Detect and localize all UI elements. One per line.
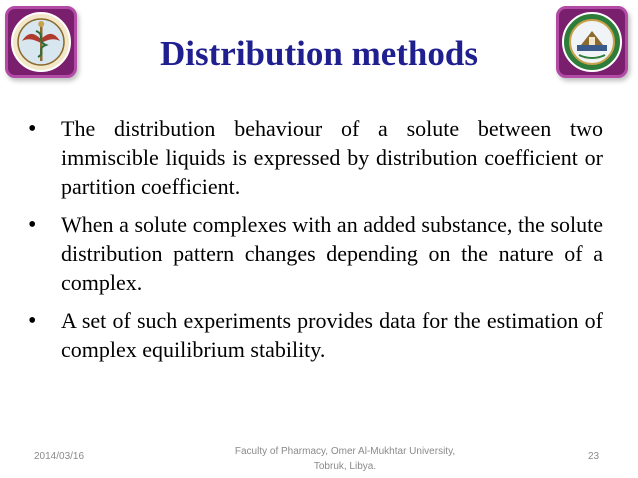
bullet-symbol: • xyxy=(28,212,37,238)
footer-date: 2014/03/16 xyxy=(34,451,85,462)
faculty-logo xyxy=(5,6,77,78)
bullet-symbol: • xyxy=(28,308,37,334)
footer-institution-line1: Faculty of Pharmacy, Omer Al-Mukhtar University, xyxy=(234,446,456,457)
bullet-item xyxy=(28,306,603,364)
bullet-symbol: • xyxy=(28,116,37,142)
bullet-item xyxy=(28,114,603,201)
bullet-list xyxy=(28,114,603,373)
bullet-text: A set of such experiments provides data for the estimation of complex equilibrium stability. xyxy=(61,308,603,362)
bullet-text: The distribution behaviour of a solute between two immiscible liquids is expressed by distribution coefficient or partition coefficient. xyxy=(61,116,603,199)
footer-institution xyxy=(230,444,460,474)
footer-institution-line2: Tobruk, Libya. xyxy=(313,461,377,472)
bullet-item xyxy=(28,210,603,297)
page-number: 23 xyxy=(588,451,600,462)
university-seal-icon xyxy=(559,9,625,75)
bullet-text: When a solute complexes with an added substance, the solute distribution pattern changes depending on the nature of a complex. xyxy=(61,212,603,295)
caduceus-emblem-icon xyxy=(8,9,74,75)
university-logo xyxy=(556,6,628,78)
slide-title: Distribution methods xyxy=(160,34,478,73)
